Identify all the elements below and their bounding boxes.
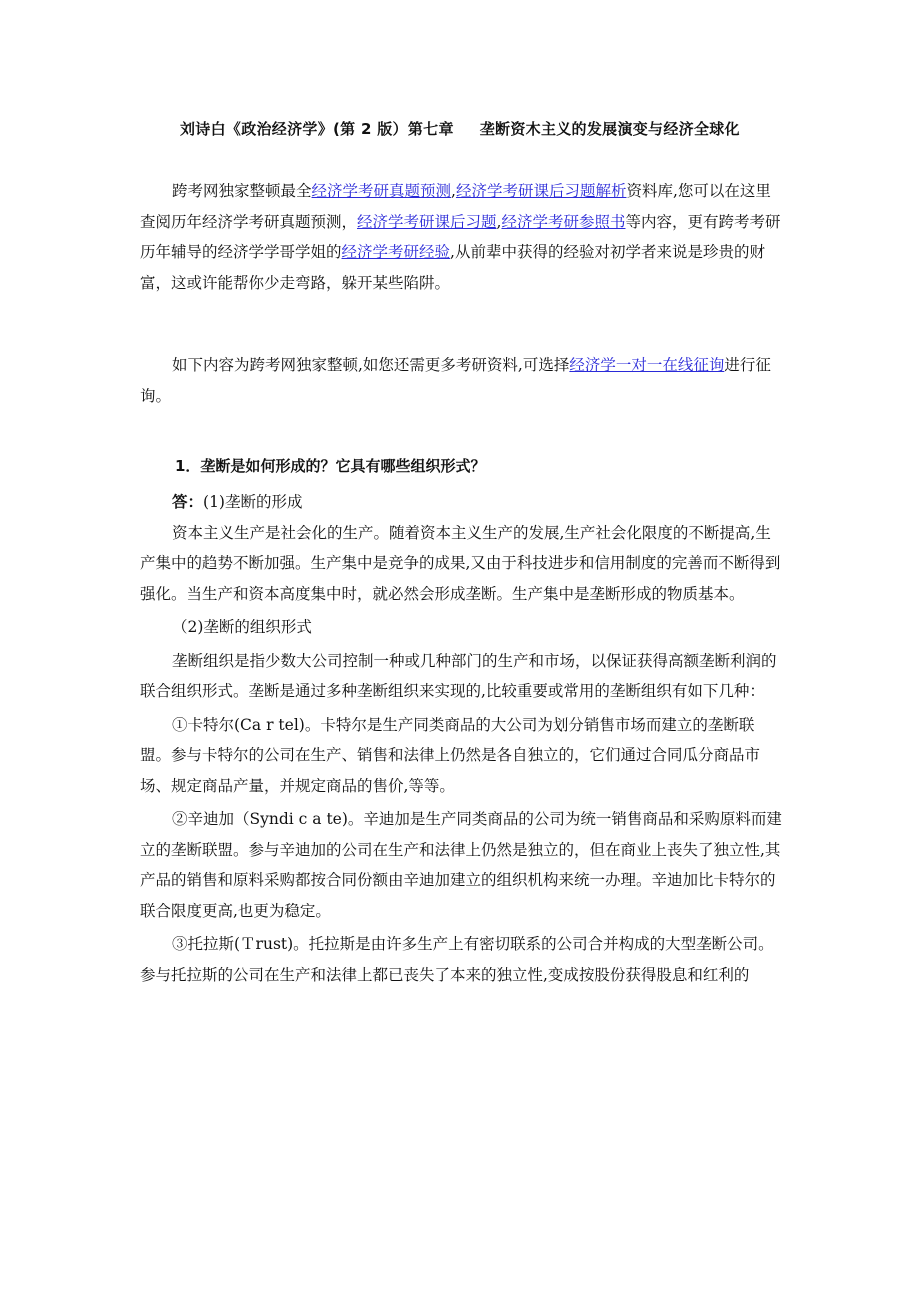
intro-paragraph <box>140 176 785 298</box>
intro-text-3: 等内容，更有跨考考研历年辅导的经济学学哥学姐的 <box>140 212 781 261</box>
answer-section <box>140 487 785 990</box>
intro-text-2: 资料库,您可以在这里查阅历年经济学考研真题预测， <box>140 182 771 231</box>
link-exam-prediction[interactable]: 经济学考研真题预测 <box>311 182 452 200</box>
intro-text-1: 跨考网独家整顿最全 <box>172 182 312 200</box>
notice-text-2: 进行征询。 <box>140 356 771 405</box>
intro-sep-1: , <box>451 182 456 200</box>
notice-text-1: 如下内容为跨考网独家整顿,如您还需更多考研资料,可选择 <box>172 356 570 374</box>
question-heading: 1．垄断是如何形成的？它具有哪些组织形式？ <box>175 457 486 475</box>
answer-paragraph-2: 垄断组织是指少数大公司控制一种或几种部门的生产和市场，以保证获得高额垄断利润的联合组织形式。垄断是通过多种垄断组织来实现的,比较重要或常用的垄断组织有如下几种： <box>140 651 777 700</box>
answer-paragraph-trust: ③托拉斯(Ｔrust)。托拉斯是由许多生产上有密切联系的公司合并构成的大型垄断公司。参与托拉斯的公司在生产和法律上都已丧失了本来的独立性,变成按股份获得股息和红利的 <box>140 935 774 984</box>
answer-paragraph-cartel: ①卡特尔(Ca r tel)。卡特尔是生产同类商品的大公司为划分销售市场而建立的垄断联盟。参与卡特尔的公司在生产、销售和法律上仍然是各自独立的，它们通过合同瓜分商品市场、规定商品产量，并规定商品的售价,等等。 <box>140 715 761 795</box>
link-exercise-analysis[interactable]: 经济学考研课后习题解析 <box>455 182 627 200</box>
answer-subheading-1: (1)垄断的形成 <box>203 493 303 511</box>
notice-paragraph <box>140 350 785 411</box>
answer-subheading-2: （2)垄断的组织形式 <box>172 618 312 636</box>
link-online-consult[interactable]: 经济学一对一在线征询 <box>569 356 725 374</box>
intro-sep-2: , <box>496 212 502 231</box>
intro-text-4: ,从前辈中获得的经验对初学者来说是珍贵的财富，这或许能帮你少走弯路，躲开某些陷阱。 <box>140 243 765 292</box>
answer-paragraph-1: 资本主义生产是社会化的生产。随着资本主义生产的发展,生产社会化限度的不断提高,生产集中的趋势不断加强。生产集中是竞争的成果,又由于科技进步和信用制度的完善而不断得到强化。当生产和资本高度集中时，就必然会形成垄断。生产集中是垄断形成的物质基本。 <box>140 523 781 603</box>
title-book: 刘诗白《政治经济学》(第 2 版）第七章 <box>180 120 454 138</box>
answer-label: 答： <box>172 493 204 511</box>
answer-paragraph-syndicate: ②辛迪加（Syndi c a te)。辛迪加是生产同类商品的公司为统一销售商品和采购原料而建立的垄断联盟。参与辛迪加的公司在生产和法律上仍然是独立的，但在商业上丧失了独立性,其产品的销售和原料采购都按合同份额由辛迪加建立的组织机构来统一办理。辛迪加比卡特尔的联合限度更高,也更为稳定。 <box>140 810 782 920</box>
link-exercises[interactable]: 经济学考研课后习题 <box>357 212 497 231</box>
link-reference-books[interactable]: 经济学考研参照书 <box>501 212 626 231</box>
page-title <box>180 118 740 139</box>
link-exam-experience[interactable]: 经济学考研经验 <box>341 243 451 261</box>
title-chapter: 垄断资木主义的发展演变与经济全球化 <box>479 120 740 138</box>
